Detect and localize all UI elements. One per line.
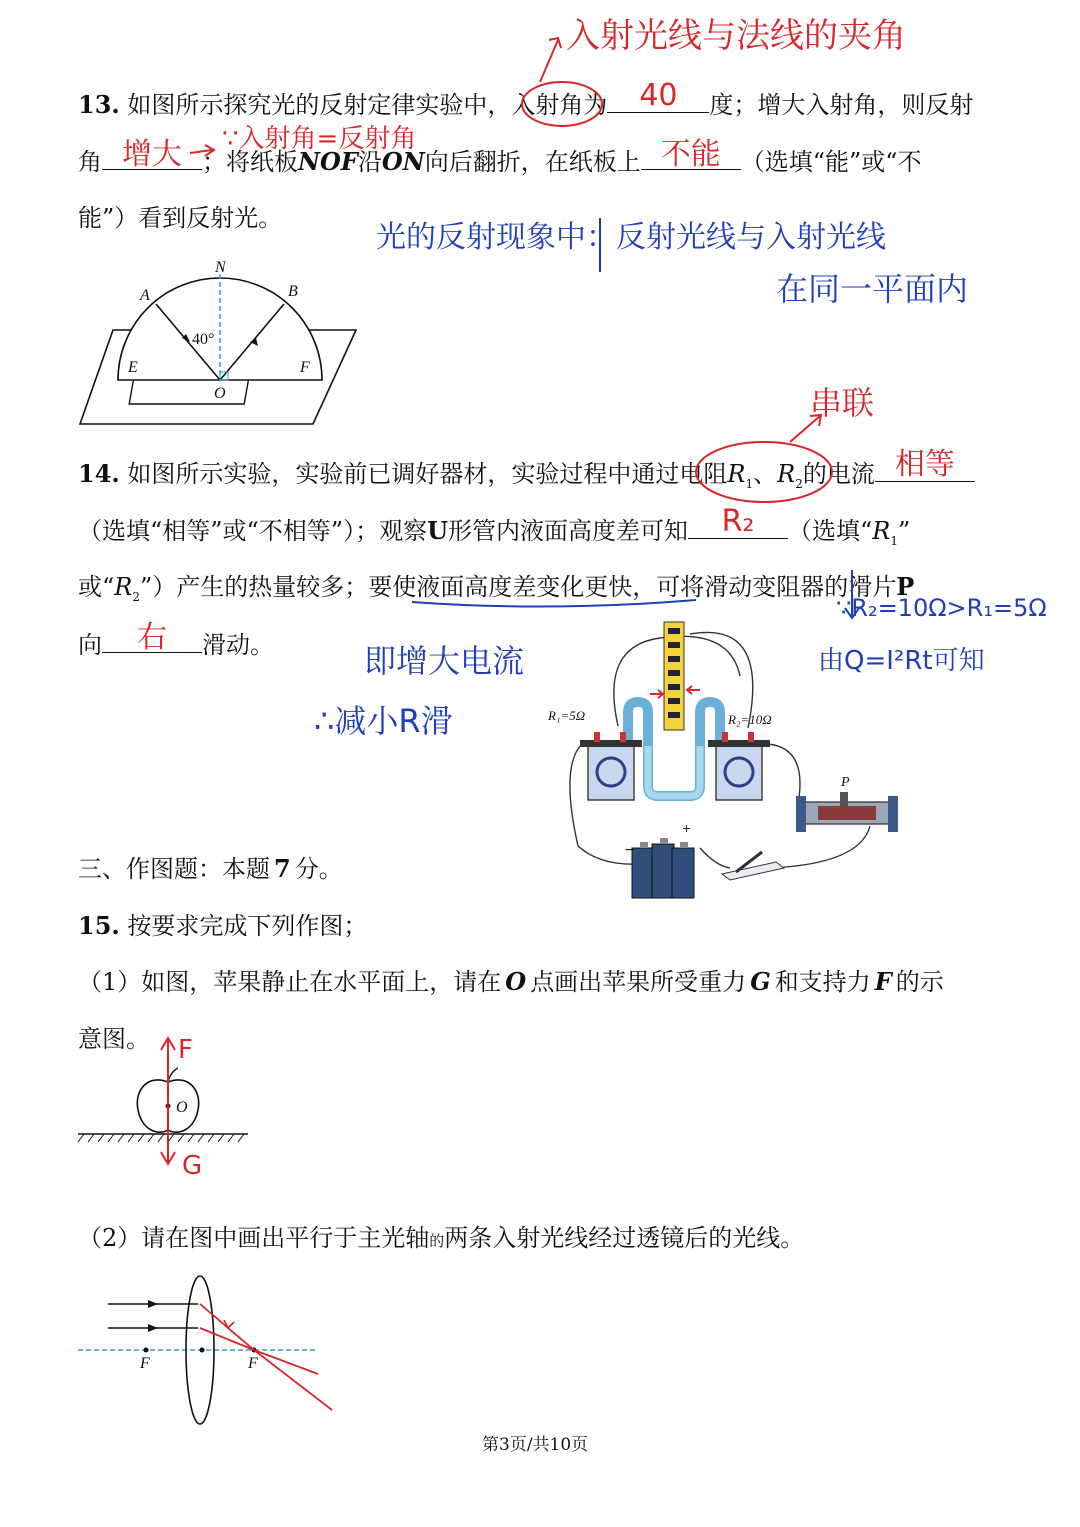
q15-p1-c: 和支持力 <box>774 968 871 996</box>
q14-label-r2: R₂=10Ω <box>728 712 772 727</box>
q13-answer2: 增大 <box>122 137 182 172</box>
q13-note-line1: 光的反射现象中：反射光线与入射光线 <box>376 220 886 255</box>
q15-p1-num: （1） <box>78 968 142 996</box>
q15-p2-small: 的 <box>429 1232 445 1250</box>
q14-text-b: 的电流 <box>802 460 875 488</box>
q13-circle-incident-angle <box>522 82 602 126</box>
q15-p1-b: 点画出苹果所受重力 <box>530 968 747 996</box>
q14-annotation-marks <box>0 380 1080 640</box>
q13-label-o: O <box>214 385 226 402</box>
q13-text-b: 入射角为 <box>511 91 608 119</box>
q15-apple-figure <box>78 1030 268 1180</box>
q14-circle-resistors <box>696 442 832 502</box>
q14-text-e: （选填“ <box>788 517 873 545</box>
q14-text-h: 向 <box>78 631 102 659</box>
section3-title <box>78 853 343 885</box>
q14-r1-sub: 1 <box>745 476 754 491</box>
q13-note-line2: 在同一平面内 <box>776 270 969 308</box>
q15-p1-d: 的示 <box>895 968 944 996</box>
q13-label-n: N <box>215 259 226 276</box>
q14-text-c: （选填“相等”或“不相等”）；观察 <box>78 517 428 545</box>
q13-angle-label: 40° <box>192 331 215 348</box>
q13-arrow-to-note <box>540 40 558 82</box>
section3-points: 7 <box>274 854 291 883</box>
q13-label-a: A <box>140 287 150 304</box>
q14-note-series: 串联 <box>810 384 875 422</box>
q14-text-f: 或“ <box>78 573 115 601</box>
q13-on: ON <box>381 147 425 176</box>
q13-text-e: ；将纸板 <box>202 148 298 176</box>
q14-text-e2: ” <box>898 517 911 545</box>
q14-switch <box>722 852 784 880</box>
q14-arrow-series <box>790 416 820 442</box>
q14-r1b-sub: 1 <box>890 533 899 548</box>
q13-text-c: 度；增大入射角，则反射 <box>709 91 974 119</box>
q13-label-e: E <box>128 359 138 376</box>
q15-p2-b: 两条入射光线经过透镜后的光线。 <box>444 1224 805 1252</box>
q14-r2b: R <box>114 573 133 601</box>
q13-answer1: 40 <box>639 78 678 113</box>
q14-text-d: 形管内液面高度差可知 <box>448 517 689 545</box>
q13-label-f: F <box>300 359 310 376</box>
q15-p2-line <box>78 1222 804 1257</box>
q14-label-r1: R₁=5Ω <box>548 708 586 723</box>
q13-text-f: 沿 <box>357 148 382 176</box>
q14-note-reduce: ∴减小R滑 <box>314 702 453 740</box>
q15-line1 <box>78 910 367 942</box>
q14-sep: 、 <box>753 460 778 488</box>
q13-nof: NOF <box>298 147 358 176</box>
q13-text-i: 能”）看到反射光。 <box>78 204 283 232</box>
q13-label-b: B <box>288 283 298 300</box>
q15-f-right: F <box>248 1355 258 1372</box>
q14-note-current: 即增大电流 <box>364 642 525 680</box>
q13-text-a: 如图所示探究光的反射定律实验中， <box>127 91 512 119</box>
q14-label-plus: + <box>682 822 692 835</box>
q15-number: 15. <box>78 911 120 940</box>
q13-text-h: （选填“能”或“不 <box>740 148 922 176</box>
q14-r2b-sub: 2 <box>132 589 140 604</box>
q15-lens-figure <box>78 1270 348 1430</box>
q14-container-right <box>716 746 762 800</box>
q15-g: G <box>750 967 771 996</box>
q15-hw-f: F <box>178 1035 193 1065</box>
q14-label-minus: − <box>624 842 636 858</box>
section3-unit: 分。 <box>294 855 343 883</box>
q14-note-reason: ∵R₂=10Ω>R₁=5Ω <box>836 594 1047 622</box>
q14-r1b: R <box>872 517 891 545</box>
q14-underline <box>412 600 696 607</box>
q15-o: O <box>505 967 527 996</box>
q14-r2: R <box>777 460 796 488</box>
q15-ground-hatch <box>78 1134 244 1142</box>
q14-text-a: 如图所示实验，实验前已调好器材，实验过程中通过电阻 <box>127 460 728 488</box>
q14-text-g: ”）产生的热量较多；要使液面高度差变化更快，可将滑动变阻器的滑片 <box>140 573 897 601</box>
q14-answer2: R₂ <box>721 504 755 539</box>
q15-f: F <box>874 967 892 996</box>
q14-p: P <box>896 572 915 601</box>
q13-answer3: 不能 <box>660 137 721 172</box>
q14-label-p: P <box>841 775 850 790</box>
q15-p2-a: 请在图中画出平行于主光轴 <box>141 1224 430 1252</box>
q15-apple-o-label: O <box>176 1099 188 1116</box>
q14-figure <box>540 616 920 906</box>
q14-container-left <box>588 746 634 800</box>
q13-note-reason: ∵入射角=反射角 <box>222 124 417 154</box>
q14-answer3: 右 <box>137 620 167 655</box>
q14-battery <box>632 838 694 898</box>
q15-text: 按要求完成下列作图； <box>127 912 368 940</box>
q13-text-d: 角 <box>78 148 102 176</box>
q13-number: 13. <box>78 90 120 119</box>
q15-p1-e: 意图。 <box>78 1025 150 1053</box>
q15-refracted-ray-2 <box>200 1328 318 1374</box>
q14-r1: R <box>727 460 746 488</box>
q14-answer1: 相等 <box>894 447 955 482</box>
q14-text-i: 滑动。 <box>202 631 274 659</box>
q14-number: 14. <box>78 459 120 488</box>
q15-hw-g: G <box>182 1151 203 1181</box>
page-footer: 第3页/共10页 <box>482 1435 589 1455</box>
q15-f-left: F <box>140 1355 150 1372</box>
q15-p2-num: （2） <box>78 1224 142 1252</box>
section3-title-text: 三、作图题：本题 <box>78 855 270 883</box>
q15-refracted-ray-1 <box>200 1304 332 1410</box>
q13-text-g: 向后翻折，在纸板上 <box>424 148 641 176</box>
q14-slider <box>840 792 848 806</box>
q13-annotation-marks <box>0 0 1080 260</box>
q14-r2-sub: 2 <box>795 476 803 491</box>
q14-wire-right <box>768 744 800 804</box>
q15-p1-line1 <box>78 966 944 998</box>
q13-note-top: 入射光线与法线的夹角 <box>566 16 906 56</box>
q15-p1-a: 如图，苹果静止在水平面上，请在 <box>141 968 502 996</box>
q14-u: U <box>427 516 449 545</box>
q14-wire-bottom <box>700 826 870 868</box>
q14-note-formula: 由Q=I²Rt可知 <box>818 646 985 676</box>
